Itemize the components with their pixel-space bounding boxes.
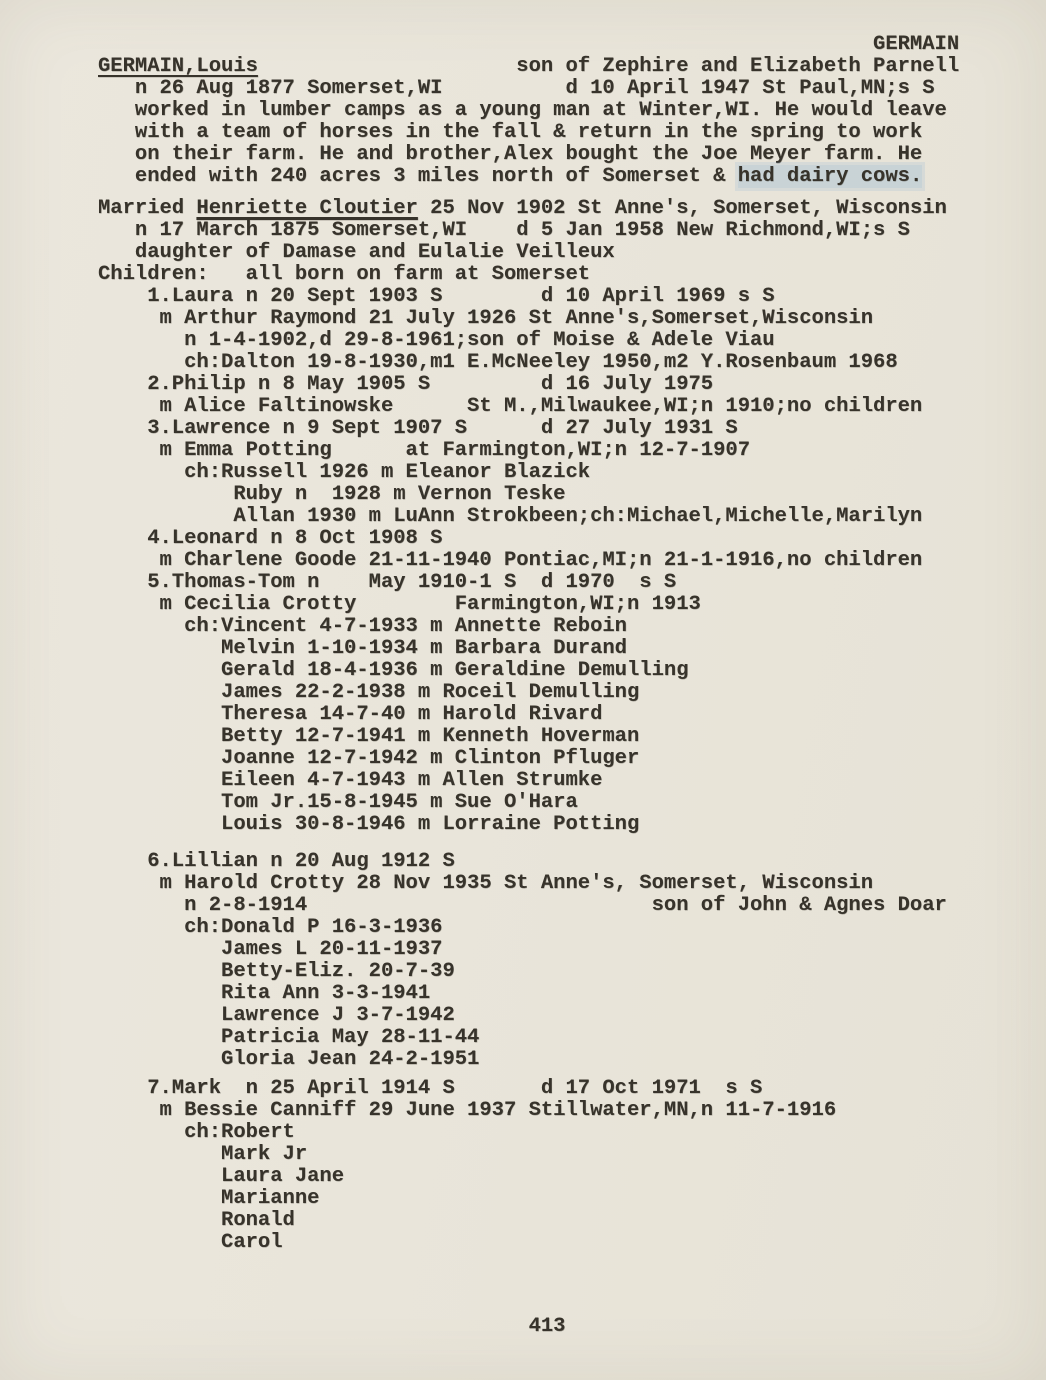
text-line [98,166,959,188]
text-line [98,748,959,770]
text-line [98,961,959,983]
text-segment: n 2-8-1914 son of John & Agnes Doar [98,894,947,917]
typewritten-page [98,34,959,1338]
text-segment: n 26 Aug 1877 Somerset,WI d 10 April 1947 St Paul,MN;s S [98,77,935,100]
text-segment: Ruby n 1928 m Vernon Teske [98,483,566,506]
text-segment: 5.Thomas-Tom n May 1910-1 S d 1970 s S [98,571,677,594]
text-segment: son of Zephire and Elizabeth Parnell [257,55,960,78]
text-line [98,242,959,264]
text-segment: with a team of horses in the fall & return in the spring to work [98,121,923,144]
text-segment: Allan 1930 m LuAnn Strokbeen;ch:Michael,Michelle,Marilyn [98,505,923,528]
text-segment: n 1-4-1902,d 29-8-1961;son of Moise & Adele Viau [98,329,775,352]
text-line [98,56,959,78]
text-line [98,638,959,660]
text-segment: 1.Laura n 20 Sept 1903 S d 10 April 1969 s S [98,285,775,308]
text-segment: Married [98,197,197,220]
text-line [98,770,959,792]
text-segment: GERMAIN [98,33,960,56]
text-line [98,851,959,873]
text-line [98,572,959,594]
text-line [98,594,959,616]
text-segment: Gloria Jean 24-2-1951 [98,1048,480,1071]
text-line [98,682,959,704]
text-line [98,1100,959,1122]
text-segment: n 17 March 1875 Somerset,WI d 5 Jan 1958 New Richmond,WI;s S [98,219,910,242]
text-segment: m Charlene Goode 21-11-1940 Pontiac,MI;n 21-1-1916,no children [98,549,923,572]
text-line [98,704,959,726]
text-segment: ch:Russell 1926 m Eleanor Blazick [98,461,591,484]
text-line [98,1078,959,1100]
text-segment: Joanne 12-7-1942 m Clinton Pfluger [98,747,640,770]
page-footer [98,1316,959,1338]
text-segment: Rita Ann 3-3-1941 [98,982,431,1005]
text-segment: Marianne [98,1187,320,1210]
text-line [98,286,959,308]
text-segment: Patricia May 28-11-44 [98,1026,480,1049]
text-line [98,462,959,484]
text-line [98,352,959,374]
text-segment: James L 20-11-1937 [98,938,443,961]
text-segment: ch:Donald P 16-3-1936 [98,916,443,939]
text-segment: 4.Leonard n 8 Oct 1908 S [98,527,443,550]
text-segment: Ronald [98,1209,295,1232]
text-line [98,1005,959,1027]
text-line [98,308,959,330]
section-marriage-and-children-1-5 [98,198,959,836]
text-segment: daughter of Damase and Eulalie Veilleux [98,241,615,264]
text-segment: m Emma Potting at Farmington,WI;n 12-7-1907 [98,439,751,462]
highlighted-text: had dairy cows. [737,165,923,188]
text-line [98,264,959,286]
text-segment: m Harold Crotty 28 Nov 1935 St Anne's, Somerset, Wisconsin [98,872,874,895]
text-segment: Lawrence J 3-7-1942 [98,1004,455,1027]
text-line [98,873,959,895]
text-segment: ch:Vincent 4-7-1933 m Annette Reboin [98,615,627,638]
text-segment: 3.Lawrence n 9 Sept 1907 S d 27 July 1931 S [98,417,738,440]
text-line [98,1027,959,1049]
text-segment: m Alice Faltinowske St M.,Milwaukee,WI;n 1910;no children [98,395,923,418]
text-line [98,484,959,506]
text-segment: Tom Jr.15-8-1945 m Sue O'Hara [98,791,578,814]
section-child-6-lillian [98,851,959,1071]
text-line [98,144,959,166]
text-line [98,616,959,638]
text-segment: James 22-2-1938 m Roceil Demulling [98,681,640,704]
text-segment: 6.Lillian n 20 Aug 1912 S [98,850,455,873]
section-louis-germain [98,56,959,188]
text-segment: 2.Philip n 8 May 1905 S d 16 July 1975 [98,373,714,396]
text-segment: Melvin 1-10-1934 m Barbara Durand [98,637,627,660]
text-segment: m Cecilia Crotty Farmington,WI;n 1913 [98,593,701,616]
text-segment: m Arthur Raymond 21 July 1926 St Anne's,Somerset,Wisconsin [98,307,874,330]
text-line [98,983,959,1005]
text-segment: ended with 240 acres 3 miles north of Somerset & [98,165,738,188]
text-segment: ch:Robert [98,1121,295,1144]
text-segment: Theresa 14-7-40 m Harold Rivard [98,703,603,726]
text-line [98,1144,959,1166]
text-line [98,1122,959,1144]
text-line [98,506,959,528]
text-line [98,374,959,396]
text-segment: Gerald 18-4-1936 m Geraldine Demulling [98,659,689,682]
text-line [98,34,959,56]
text-line [98,660,959,682]
text-line [98,814,959,836]
text-line [98,792,959,814]
text-segment: Betty-Eliz. 20-7-39 [98,960,455,983]
text-line [98,939,959,961]
text-line [98,1166,959,1188]
text-segment: Mark Jr [98,1143,308,1166]
underlined-name: Henriette Cloutier [196,197,418,220]
text-line [98,1210,959,1232]
text-line [98,1232,959,1254]
text-line [98,330,959,352]
text-line [98,100,959,122]
text-segment: 413 [98,1315,566,1338]
text-segment: ch:Dalton 19-8-1930,m1 E.McNeeley 1950,m2 Y.Rosenbaum 1968 [98,351,898,374]
text-line [98,198,959,220]
underlined-name: GERMAIN,Louis [98,55,258,78]
text-segment: m Bessie Canniff 29 June 1937 Stillwater,MN,n 11-7-1916 [98,1099,837,1122]
text-segment: Eileen 4-7-1943 m Allen Strumke [98,769,603,792]
text-segment: Laura Jane [98,1165,345,1188]
section-child-7-mark [98,1078,959,1254]
page-header [98,34,959,56]
text-line [98,440,959,462]
text-line [98,895,959,917]
text-line [98,1188,959,1210]
text-segment: Carol [98,1231,283,1254]
text-line [98,1049,959,1071]
text-segment: 7.Mark n 25 April 1914 S d 17 Oct 1971 s S [98,1077,763,1100]
text-line [98,550,959,572]
text-line [98,396,959,418]
text-line [98,418,959,440]
text-line [98,917,959,939]
text-segment: on their farm. He and brother,Alex bought the Joe Meyer farm. He [98,143,923,166]
text-line [98,78,959,100]
text-segment: Children: all born on farm at Somerset [98,263,591,286]
text-segment: Louis 30-8-1946 m Lorraine Potting [98,813,640,836]
text-line [98,122,959,144]
text-segment: 25 Nov 1902 St Anne's, Somerset, Wisconsin [417,197,947,220]
page-number-line [98,1316,959,1338]
text-line [98,220,959,242]
text-line [98,726,959,748]
text-segment: Betty 12-7-1941 m Kenneth Hoverman [98,725,640,748]
text-segment: worked in lumber camps as a young man at Winter,WI. He would leave [98,99,947,122]
text-line [98,528,959,550]
